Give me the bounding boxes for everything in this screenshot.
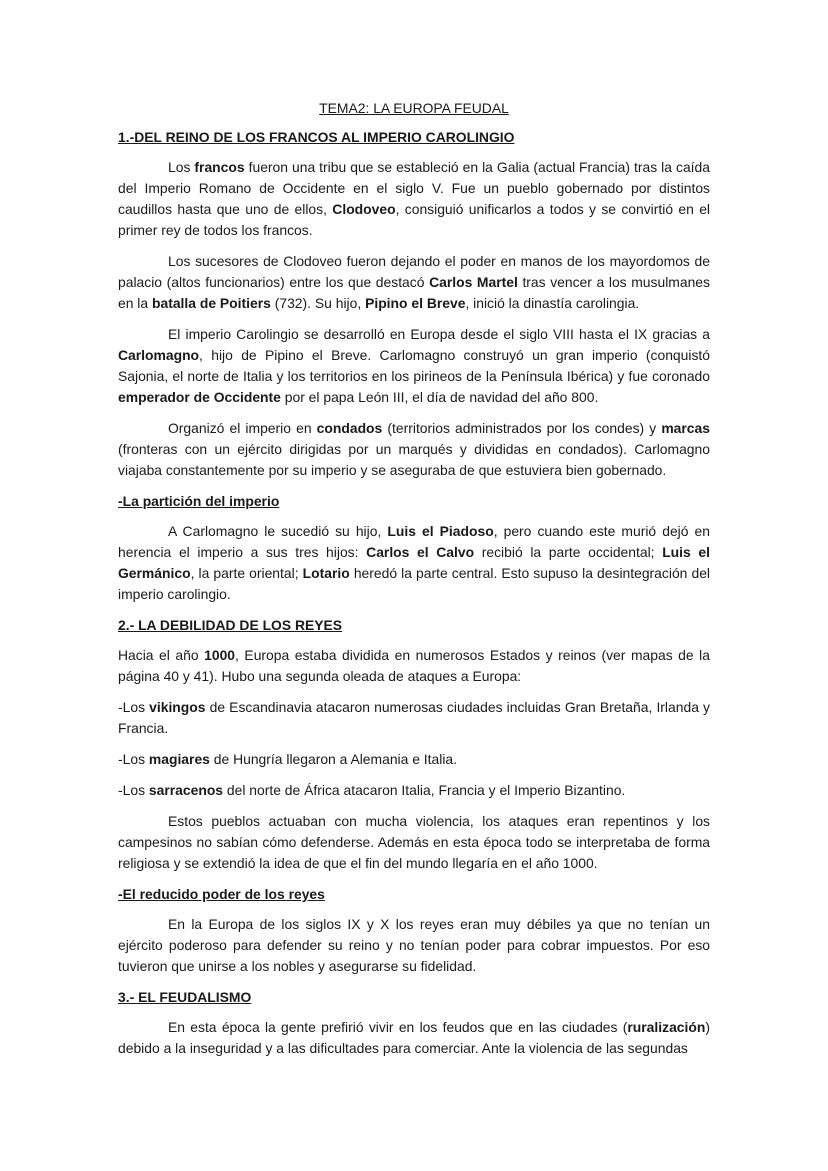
text-run: Organizó el imperio en xyxy=(168,420,317,436)
bold-term: emperador de Occidente xyxy=(118,389,281,405)
bold-term: Lotario xyxy=(302,565,350,581)
text-run: , pero cuando este murió dejó en herencia el imperio a sus tres hijos: xyxy=(118,523,710,560)
section-heading: 2.- LA DEBILIDAD DE LOS REYES xyxy=(118,617,343,633)
text-run: Los xyxy=(168,159,195,175)
text-run: (territorios administrados por los condes) y xyxy=(382,420,662,436)
bold-term: vikingos xyxy=(149,699,206,715)
text-run: ) debido a la inseguridad y a las dificultades para comerciar. Ante la violencia de las segundas xyxy=(118,1019,710,1056)
text-run: por el papa León III, el día de navidad del año 800. xyxy=(280,389,599,405)
bold-term: magiares xyxy=(148,751,210,767)
text-run: fueron una tribu que se estableció en la Galia (actual Francia) tras la caída del Imperio Romano de Occidente en el siglo V. Fue un pueblo gobernado por distintos caudillos hasta que uno de ellos, xyxy=(118,159,710,217)
text-run: -Los xyxy=(118,699,150,715)
paragraph xyxy=(118,1017,710,1059)
section-subheading: -La partición del imperio xyxy=(118,493,280,509)
text-run: (fronteras con un ejército dirigidas por un marqués y divididas en condados). Carlomagno viajaba constantemente por su imperio y se aseguraba de que estuviera bien gobernado. xyxy=(118,441,710,478)
text-run: , inició la dinastía carolingia. xyxy=(465,295,640,311)
section-heading: 3.- EL FEUDALISMO xyxy=(118,989,252,1005)
document-page xyxy=(118,98,710,1069)
bold-term: condados xyxy=(316,420,383,436)
text-run: En la Europa de los siglos IX y X los reyes eran muy débiles ya que no tenían un ejército poderoso para defender su reino y no tenían poder para cobrar impuestos. Por eso tuvieron que unirse a los nobles y asegurarse su fidelidad. xyxy=(118,916,710,974)
paragraph xyxy=(118,914,710,977)
paragraph xyxy=(118,645,710,687)
section-subheading: -El reducido poder de los reyes xyxy=(118,886,325,902)
text-run: , consiguió unificarlos a todos y se convirtió en el primer rey de todos los francos. xyxy=(118,201,711,238)
text-run: de Escandinavia atacaron numerosas ciudades incluidas Gran Bretaña, Irlanda y Francia. xyxy=(118,699,710,736)
bold-term: 1000 xyxy=(204,647,236,663)
text-run: (732). Su hijo, xyxy=(270,295,366,311)
text-run: , la parte oriental; xyxy=(190,565,303,581)
paragraph xyxy=(118,780,710,801)
text-run: -Los xyxy=(118,782,149,798)
text-run: El imperio Carolingio se desarrolló en Europa desde el siglo VIII hasta el IX gracias a xyxy=(168,326,710,342)
text-run: Los sucesores de Clodoveo fueron dejando el poder en manos de los mayordomos de palacio (altos funcionarios) entre los que destacó xyxy=(118,253,710,290)
text-run: recibió la parte occidental; xyxy=(474,544,663,560)
section-heading: 1.-DEL REINO DE LOS FRANCOS AL IMPERIO CAROLINGIO xyxy=(118,129,515,145)
text-run: , Europa estaba dividida en numerosos Estados y reinos (ver mapas de la página 40 y 41). Hubo una segunda oleada de ataques a Europa: xyxy=(118,647,710,684)
bold-term: Carlos Martel xyxy=(429,274,518,290)
paragraph xyxy=(118,811,710,874)
bold-term: ruralización xyxy=(627,1019,706,1035)
text-run: , hijo de Pipino el Breve. Carlomagno construyó un gran imperio (conquistó Sajonia, el norte de Italia y los territorios en los pirineos de la Península Ibérica) y fue coronado xyxy=(118,347,710,384)
paragraph xyxy=(118,749,710,770)
text-run: de Hungría llegaron a Alemania e Italia. xyxy=(209,751,458,767)
paragraph xyxy=(118,697,710,739)
bold-term: francos xyxy=(194,159,245,175)
text-run: Hacia el año xyxy=(118,647,205,663)
paragraph xyxy=(118,324,710,408)
text-run: En esta época la gente prefirió vivir en los feudos que en las ciudades ( xyxy=(168,1019,628,1035)
paragraph xyxy=(118,157,710,241)
paragraph xyxy=(118,418,710,481)
text-run: tras vencer a los musulmanes en la xyxy=(118,274,710,311)
bold-term: marcas xyxy=(661,420,710,436)
document-title: TEMA2: LA EUROPA FEUDAL xyxy=(319,100,509,116)
bold-term: Pipino el Breve xyxy=(365,295,466,311)
text-run: -Los xyxy=(118,751,149,767)
bold-term: Luis el Germánico xyxy=(118,544,710,581)
bold-term: Carlomagno xyxy=(118,347,200,363)
bold-term: sarracenos xyxy=(148,782,224,798)
text-run: A Carlomagno le sucedió su hijo, xyxy=(168,523,388,539)
document-body xyxy=(118,127,710,1059)
bold-term: Luis el Piadoso xyxy=(387,523,494,539)
bold-term: Clodoveo xyxy=(332,201,396,217)
text-run: del norte de África atacaron Italia, Francia y el Imperio Bizantino. xyxy=(223,782,626,798)
paragraph xyxy=(118,251,710,314)
bold-term: Carlos el Calvo xyxy=(366,544,475,560)
paragraph xyxy=(118,521,710,605)
text-run: heredó la parte central. Esto supuso la desintegración del imperio carolingio. xyxy=(118,565,711,602)
text-run: Estos pueblos actuaban con mucha violencia, los ataques eran repentinos y los campesinos no sabían cómo defenderse. Además en esta época todo se interpretaba de forma religiosa y se extendió la idea de que el fin del mundo llegaría en el año 1000. xyxy=(118,813,710,871)
bold-term: batalla de Poitiers xyxy=(151,295,271,311)
